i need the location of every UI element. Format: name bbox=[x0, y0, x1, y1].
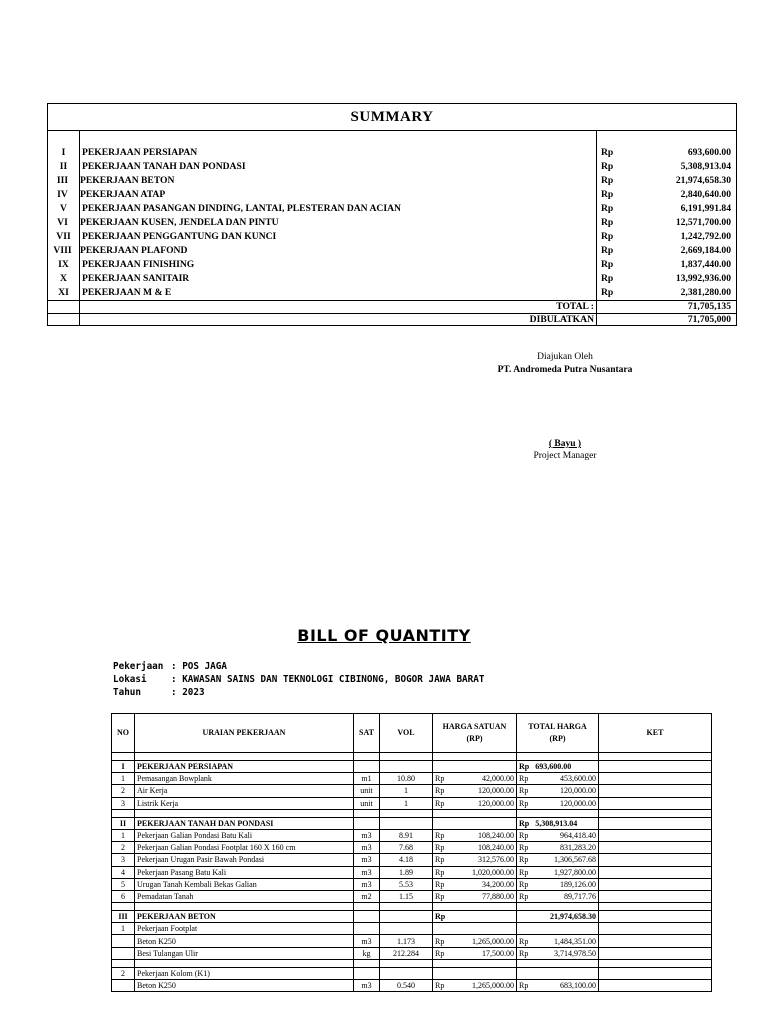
section-title: PEKERJAAN PERSIAPAN bbox=[135, 761, 354, 773]
item-unit: kg bbox=[354, 947, 380, 959]
item-price-cur: Rp bbox=[435, 981, 445, 991]
summary-row bbox=[48, 230, 736, 244]
item-total-cur: Rp bbox=[519, 936, 529, 946]
summary-row bbox=[48, 202, 736, 216]
signatory-name: ( Bayu ) bbox=[548, 439, 582, 449]
project-job-label: Pekerjaan bbox=[113, 661, 164, 672]
item-total bbox=[517, 890, 599, 902]
project-job-line bbox=[113, 661, 227, 672]
summary-row-amount: 2,669,184.00 bbox=[680, 245, 731, 256]
project-year-line bbox=[113, 687, 205, 698]
summary-row-cur: Rp bbox=[601, 161, 614, 172]
summary-row-cur: Rp bbox=[601, 175, 614, 186]
item-unit: m3 bbox=[354, 829, 380, 841]
item-desc: Besi Tulangan Ulir bbox=[135, 947, 354, 959]
item-total-value: 683,100.00 bbox=[560, 981, 596, 991]
item-desc: Air Kerja bbox=[135, 785, 354, 797]
item-desc: Urugan Tanah Kembali Bekas Galian bbox=[135, 878, 354, 890]
item-total-value: 120,000.00 bbox=[560, 786, 596, 796]
item-price-value: 108,240.00 bbox=[478, 843, 514, 853]
item-price-cur: Rp bbox=[435, 855, 445, 865]
item-total bbox=[517, 829, 599, 841]
company-name: PT. Andromeda Putra Nusantara bbox=[497, 365, 633, 375]
summary-row-desc: PEKERJAAN PERSIAPAN bbox=[82, 147, 198, 158]
summary-row-cur: Rp bbox=[601, 259, 614, 270]
col-header-unit: SAT bbox=[354, 714, 380, 753]
item-vol: 1 bbox=[380, 797, 433, 809]
summary-row bbox=[48, 146, 736, 160]
item-price-value: 120,000.00 bbox=[478, 798, 514, 808]
summary-total-row bbox=[48, 300, 736, 314]
item-total bbox=[517, 980, 599, 992]
item-total-value: 3,714,978.50 bbox=[554, 948, 596, 958]
item-vol: 1.15 bbox=[380, 890, 433, 902]
table-row bbox=[112, 947, 712, 959]
item-price-cur: Rp bbox=[435, 798, 445, 808]
summary-row-amount: 2,840,640.00 bbox=[680, 189, 731, 200]
table-row bbox=[112, 878, 712, 890]
section-total-cur: Rp bbox=[519, 818, 530, 828]
col-header-price-line2: (RP) bbox=[466, 734, 483, 743]
boq-table bbox=[111, 713, 712, 992]
summary-row-amount: 1,837,440.00 bbox=[680, 259, 731, 270]
project-location-value: : KAWASAN SAINS DAN TEKNOLOGI CIBINONG, BOGOR JAWA BARAT bbox=[171, 674, 485, 685]
item-desc: Pekerjaan Galian Pondasi Batu Kali bbox=[135, 829, 354, 841]
summary-total-label: TOTAL : bbox=[556, 301, 594, 312]
item-vol: 212.284 bbox=[380, 947, 433, 959]
item-price bbox=[433, 829, 517, 841]
item-vol: 10.80 bbox=[380, 773, 433, 785]
item-price-cur: Rp bbox=[435, 867, 445, 877]
summary-row-no: VI bbox=[57, 217, 68, 228]
item-total-value: 831,283.20 bbox=[560, 843, 596, 853]
item-vol: 4.18 bbox=[380, 854, 433, 866]
item-total bbox=[517, 797, 599, 809]
item-vol: 1.89 bbox=[380, 866, 433, 878]
item-total-cur: Rp bbox=[519, 798, 529, 808]
item-no: 2 bbox=[112, 785, 135, 797]
summary-row bbox=[48, 160, 736, 174]
project-location-line bbox=[113, 674, 484, 685]
summary-row bbox=[48, 272, 736, 286]
item-price bbox=[433, 854, 517, 866]
item-price bbox=[433, 785, 517, 797]
item-no: 5 bbox=[112, 878, 135, 890]
item-total-cur: Rp bbox=[519, 831, 529, 841]
item-desc: Pekerjaan Footplat bbox=[135, 923, 354, 935]
item-desc: Pekerjaan Kolom (K1) bbox=[135, 967, 354, 979]
summary-total-value: 71,705,135 bbox=[687, 301, 731, 312]
item-unit: m2 bbox=[354, 890, 380, 902]
section-row bbox=[112, 817, 712, 829]
item-desc: Pemadatan Tanah bbox=[135, 890, 354, 902]
item-total-value: 189,126.00 bbox=[560, 879, 596, 889]
table-row bbox=[112, 854, 712, 866]
item-unit: m3 bbox=[354, 935, 380, 947]
item-total-cur: Rp bbox=[519, 855, 529, 865]
item-total bbox=[517, 947, 599, 959]
summary-row-no: III bbox=[56, 175, 69, 186]
item-price-value: 34,200.00 bbox=[482, 879, 514, 889]
item-price-value: 1,020,000.00 bbox=[472, 867, 514, 877]
item-price-value: 77,880.00 bbox=[482, 891, 514, 901]
summary-row-desc: PEKERJAAN PASANGAN DINDING, LANTAI, PLESTERAN DAN ACIAN bbox=[82, 203, 401, 214]
col-header-desc: URAIAN PEKERJAAN bbox=[135, 714, 354, 753]
item-desc: Pekerjaan Pasang Batu Kali bbox=[135, 866, 354, 878]
item-total-cur: Rp bbox=[519, 843, 529, 853]
section-row bbox=[112, 761, 712, 773]
summary-row-desc: PEKERJAAN M & E bbox=[82, 287, 172, 298]
table-row bbox=[112, 842, 712, 854]
item-no: 1 bbox=[112, 773, 135, 785]
col-header-no: NO bbox=[112, 714, 135, 753]
section-row bbox=[112, 911, 712, 923]
section-title: PEKERJAAN BETON bbox=[135, 911, 354, 923]
item-price-cur: Rp bbox=[435, 786, 445, 796]
item-unit: unit bbox=[354, 797, 380, 809]
project-location-label: Lokasi bbox=[113, 674, 147, 685]
summary-row-cur: Rp bbox=[601, 245, 614, 256]
item-price-value: 42,000.00 bbox=[482, 774, 514, 784]
summary-row-amount: 21,974,658.30 bbox=[675, 175, 731, 186]
item-total bbox=[517, 878, 599, 890]
summary-row-desc: PEKERJAAN ATAP bbox=[80, 189, 166, 200]
table-row bbox=[112, 980, 712, 992]
item-no: 3 bbox=[112, 797, 135, 809]
item-total-value: 1,927,800.00 bbox=[554, 867, 596, 877]
summary-row-no: I bbox=[61, 147, 66, 158]
item-unit: m3 bbox=[354, 866, 380, 878]
section-total-cur: Rp bbox=[519, 762, 530, 772]
item-total-cur: Rp bbox=[519, 879, 529, 889]
summary-row-desc: PEKERJAAN TANAH DAN PONDASI bbox=[82, 161, 246, 172]
summary-row bbox=[48, 174, 736, 188]
section-total-value: 693,600.00 bbox=[535, 762, 572, 772]
item-no: 1 bbox=[112, 829, 135, 841]
item-desc: Listrik Kerja bbox=[135, 797, 354, 809]
item-price bbox=[433, 878, 517, 890]
item-total-cur: Rp bbox=[519, 981, 529, 991]
table-row bbox=[112, 773, 712, 785]
table-row bbox=[112, 866, 712, 878]
item-unit: m1 bbox=[354, 773, 380, 785]
item-total-cur: Rp bbox=[519, 948, 529, 958]
item-total bbox=[517, 866, 599, 878]
section-total-value: 5,308,913.04 bbox=[535, 818, 578, 828]
summary-row-cur: Rp bbox=[601, 273, 614, 284]
col-header-vol: VOL bbox=[380, 714, 433, 753]
item-total bbox=[517, 785, 599, 797]
table-row bbox=[112, 785, 712, 797]
boq-title: BILL OF QUANTITY bbox=[297, 626, 471, 645]
project-year-value: : 2023 bbox=[171, 687, 205, 698]
section-no: III bbox=[112, 911, 135, 923]
item-price bbox=[433, 890, 517, 902]
summary-row-no: VII bbox=[56, 231, 71, 242]
summary-row bbox=[48, 286, 736, 300]
table-row bbox=[112, 890, 712, 902]
summary-body bbox=[48, 131, 736, 326]
summary-row-amount: 2,381,280.00 bbox=[680, 287, 731, 298]
summary-row-cur: Rp bbox=[601, 203, 614, 214]
section-title: PEKERJAAN TANAH DAN PONDASI bbox=[135, 817, 354, 829]
item-unit: m3 bbox=[354, 878, 380, 890]
item-total-value: 1,484,351.00 bbox=[554, 936, 596, 946]
summary-row-amount: 13,992,936.00 bbox=[675, 273, 731, 284]
col-header-total bbox=[517, 714, 599, 753]
section-total bbox=[517, 817, 599, 829]
summary-row-amount: 6,191,991.84 bbox=[680, 203, 731, 214]
item-price-cur: Rp bbox=[435, 843, 445, 853]
summary-row-desc: PEKERJAAN BETON bbox=[80, 175, 175, 186]
col-header-total-line2: (RP) bbox=[549, 734, 566, 743]
summary-row-desc: PEKERJAAN KUSEN, JENDELA DAN PINTU bbox=[80, 217, 279, 228]
item-no: 2 bbox=[112, 842, 135, 854]
col-header-price-line1: HARGA SATUAN bbox=[442, 722, 507, 731]
summary-row-cur: Rp bbox=[601, 147, 614, 158]
project-year-label: Tahun bbox=[113, 687, 141, 698]
item-vol: 1.173 bbox=[380, 935, 433, 947]
item-total-cur: Rp bbox=[519, 867, 529, 877]
item-no: 6 bbox=[112, 890, 135, 902]
item-total-value: 89,717.76 bbox=[564, 891, 596, 901]
item-vol: 8.91 bbox=[380, 829, 433, 841]
summary-rounded-value: 71,705,000 bbox=[687, 314, 731, 325]
summary-table bbox=[47, 103, 737, 326]
table-row bbox=[112, 829, 712, 841]
item-total-value: 453,600.00 bbox=[560, 774, 596, 784]
item-price bbox=[433, 866, 517, 878]
summary-row-amount: 1,242,792.00 bbox=[680, 231, 731, 242]
item-desc: Pekerjaan Galian Pondasi Footplat 160 X 160 cm bbox=[135, 842, 354, 854]
sub-item-row bbox=[112, 967, 712, 979]
summary-row-amount: 12,571,700.00 bbox=[675, 217, 731, 228]
item-vol: 7.68 bbox=[380, 842, 433, 854]
item-unit: unit bbox=[354, 785, 380, 797]
submitted-by-label: Diajukan Oleh bbox=[537, 352, 593, 362]
item-total bbox=[517, 854, 599, 866]
item-price-value: 1,265,000.00 bbox=[472, 936, 514, 946]
item-price-value: 108,240.00 bbox=[478, 831, 514, 841]
item-vol: 5.53 bbox=[380, 878, 433, 890]
item-price-value: 120,000.00 bbox=[478, 786, 514, 796]
item-unit: m3 bbox=[354, 980, 380, 992]
summary-title: SUMMARY bbox=[48, 104, 736, 131]
summary-row-cur: Rp bbox=[601, 189, 614, 200]
boq-header-row bbox=[112, 714, 712, 753]
item-desc: Pekerjaan Urugan Pasir Bawah Pondasi bbox=[135, 854, 354, 866]
section-no: I bbox=[112, 761, 135, 773]
item-total-cur: Rp bbox=[519, 774, 529, 784]
item-price-cur: Rp bbox=[435, 948, 445, 958]
summary-row-no: II bbox=[59, 161, 68, 172]
section-total bbox=[517, 761, 599, 773]
project-job-value: : POS JAGA bbox=[171, 661, 227, 672]
summary-row-no: VIII bbox=[53, 245, 72, 256]
item-unit: m3 bbox=[354, 854, 380, 866]
table-row bbox=[112, 935, 712, 947]
item-total bbox=[517, 842, 599, 854]
item-desc: Beton K250 bbox=[135, 935, 354, 947]
item-price-value: 17,500.00 bbox=[482, 948, 514, 958]
blank-row bbox=[112, 809, 712, 817]
summary-row-amount: 693,600.00 bbox=[687, 147, 731, 158]
section-total-value: 21,974,658.30 bbox=[517, 911, 599, 923]
summary-row bbox=[48, 244, 736, 258]
summary-row-cur: Rp bbox=[601, 231, 614, 242]
blank-row bbox=[112, 959, 712, 967]
sub-item-row bbox=[112, 923, 712, 935]
summary-row-no: IV bbox=[57, 189, 68, 200]
summary-row-desc: PEKERJAAN PLAFOND bbox=[80, 245, 188, 256]
summary-row bbox=[48, 216, 736, 230]
section-no: II bbox=[112, 817, 135, 829]
item-no: 2 bbox=[112, 967, 135, 979]
item-no: 3 bbox=[112, 854, 135, 866]
item-price bbox=[433, 935, 517, 947]
signatory-role: Project Manager bbox=[533, 451, 597, 461]
item-price bbox=[433, 947, 517, 959]
summary-row-desc: PEKERJAAN SANITAIR bbox=[82, 273, 190, 284]
summary-row-no: IX bbox=[58, 259, 69, 270]
summary-row-no: X bbox=[60, 273, 67, 284]
summary-rounded-row bbox=[48, 313, 736, 327]
item-total-value: 1,306,567.68 bbox=[554, 855, 596, 865]
summary-row-no: V bbox=[60, 203, 67, 214]
item-price bbox=[433, 980, 517, 992]
item-total-cur: Rp bbox=[519, 786, 529, 796]
item-price-value: 312,576.00 bbox=[478, 855, 514, 865]
item-total bbox=[517, 773, 599, 785]
item-no: 1 bbox=[112, 923, 135, 935]
summary-row-amount: 5,308,913.04 bbox=[680, 161, 731, 172]
item-total-cur: Rp bbox=[519, 891, 529, 901]
item-price-value: 1,265,000.00 bbox=[472, 981, 514, 991]
item-price bbox=[433, 797, 517, 809]
item-price-cur: Rp bbox=[435, 774, 445, 784]
summary-row-desc: PEKERJAAN PENGGANTUNG DAN KUNCI bbox=[82, 231, 277, 242]
table-row bbox=[112, 797, 712, 809]
item-total-value: 964,418.40 bbox=[560, 831, 596, 841]
item-price bbox=[433, 842, 517, 854]
item-price-cur: Rp bbox=[435, 879, 445, 889]
item-price-cur: Rp bbox=[435, 936, 445, 946]
item-price-cur: Rp bbox=[435, 831, 445, 841]
blank-row bbox=[112, 753, 712, 761]
summary-row-desc: PEKERJAAN FINISHING bbox=[82, 259, 195, 270]
summary-row bbox=[48, 188, 736, 202]
item-total-value: 120,000.00 bbox=[560, 798, 596, 808]
summary-row-cur: Rp bbox=[601, 217, 614, 228]
summary-row-cur: Rp bbox=[601, 287, 614, 298]
item-desc: Pemasangan Bowplank bbox=[135, 773, 354, 785]
blank-row bbox=[112, 903, 712, 911]
summary-row-no: XI bbox=[58, 287, 69, 298]
item-price-cur: Rp bbox=[435, 891, 445, 901]
col-header-total-line1: TOTAL HARGA bbox=[528, 722, 587, 731]
item-vol: 0.540 bbox=[380, 980, 433, 992]
col-header-price bbox=[433, 714, 517, 753]
item-desc: Beton K250 bbox=[135, 980, 354, 992]
item-no: 4 bbox=[112, 866, 135, 878]
section-total-cur: Rp bbox=[433, 911, 517, 923]
item-total bbox=[517, 935, 599, 947]
summary-row bbox=[48, 258, 736, 272]
item-unit: m3 bbox=[354, 842, 380, 854]
item-price bbox=[433, 773, 517, 785]
item-vol: 1 bbox=[380, 785, 433, 797]
col-header-note: KET bbox=[599, 714, 712, 753]
summary-rounded-label: DIBULATKAN bbox=[529, 314, 594, 325]
